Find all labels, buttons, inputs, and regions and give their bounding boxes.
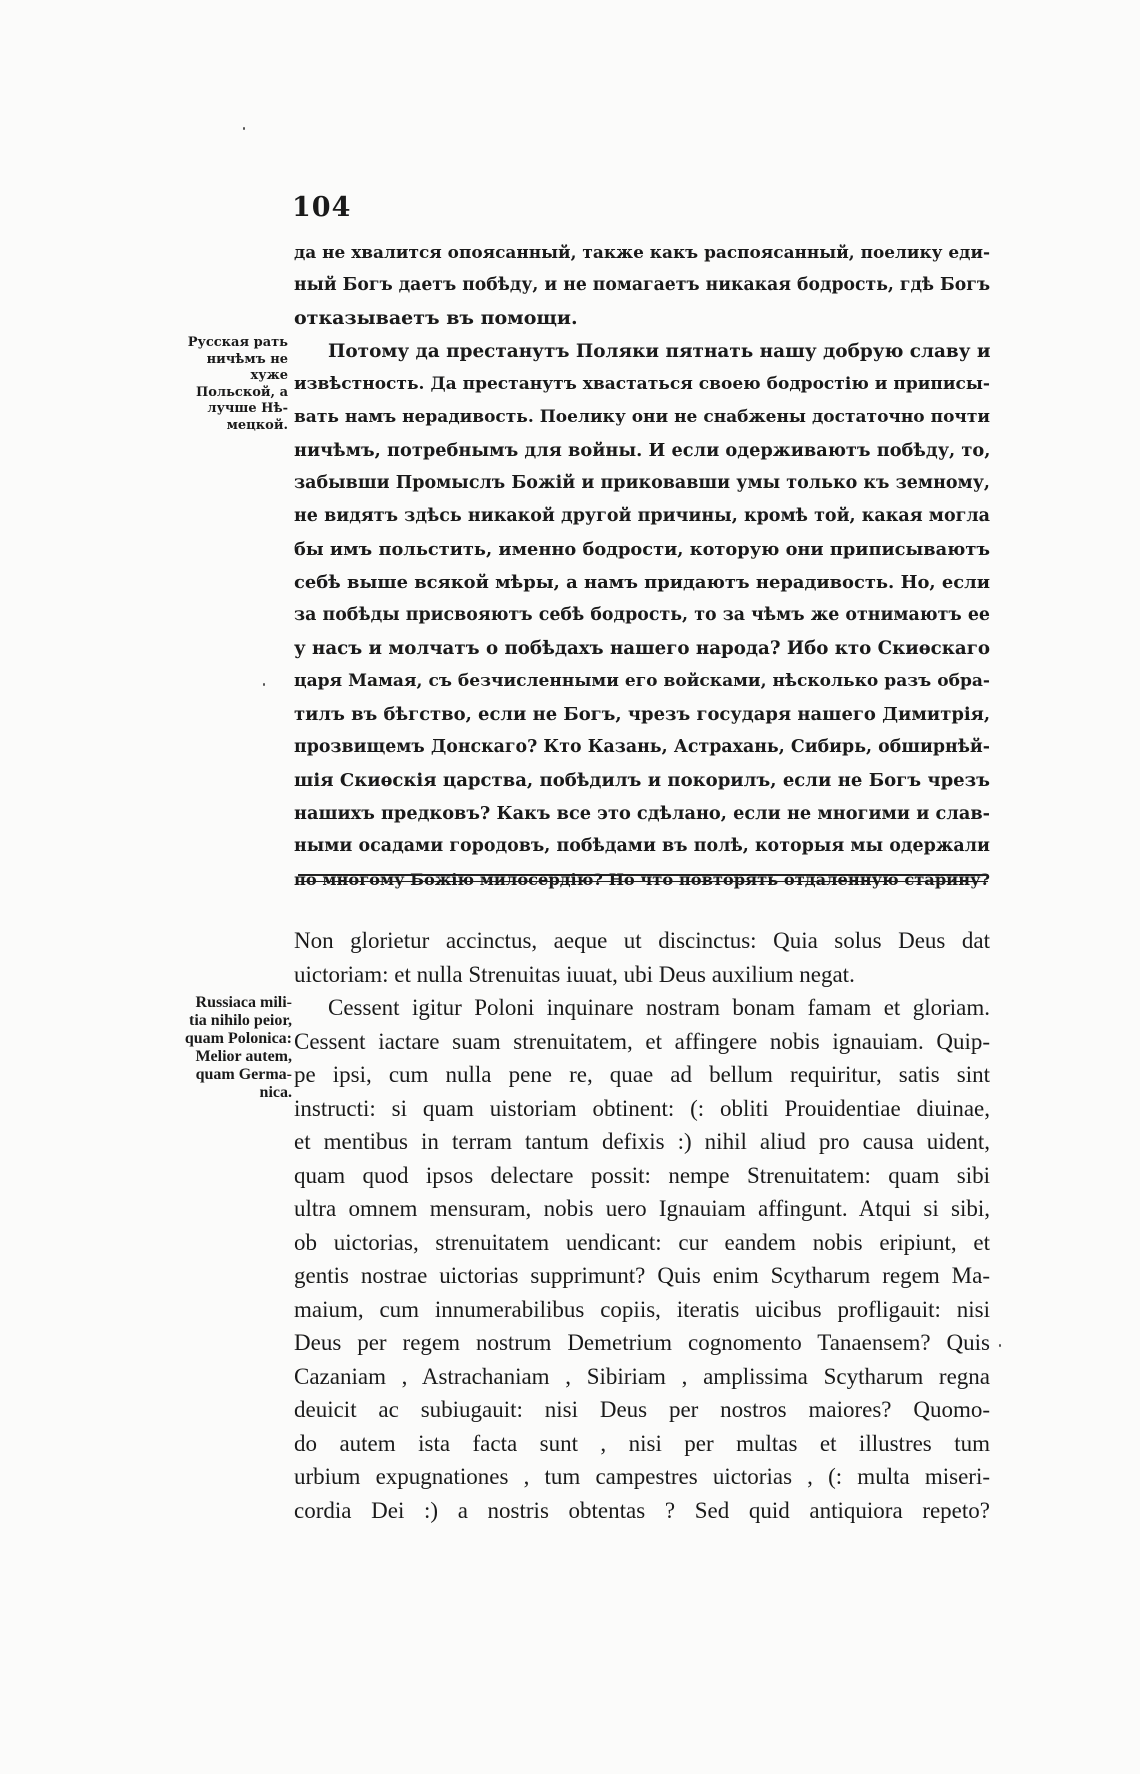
text-line: quam quod ipsos delectare possit: nempe Strenuitatem: quam sibi xyxy=(294,1162,990,1188)
margin-note-line: Русская рать xyxy=(187,335,288,350)
text-line: нашихъ предковъ? Какъ все это сдѣлано, если не многими и слав- xyxy=(294,803,990,824)
text-line: et mentibus in terram tantum defixis :) nihil aliud pro causa uident, xyxy=(294,1129,990,1154)
margin-note-line: nica. xyxy=(259,1084,292,1101)
text-line: да не хвалится опоясанный, также какъ распоясанный, поелику еди- xyxy=(294,242,990,262)
text-line: царя Мамая, съ безчисленными его войсками, нѣсколько разъ обра- xyxy=(294,671,990,691)
text-line: по многому Божію милосердію? Но что повторять отдаленную старину? xyxy=(294,870,990,889)
text-line: ultra omnem mensuram, nobis uero Ignauiam affingunt. Atqui si sibi, xyxy=(294,1196,990,1221)
text-line: себѣ выше всякой мѣры, а намъ придаютъ нерадивость. Но, если xyxy=(294,572,990,593)
text-line: ob uictorias, strenuitatem uendicant: cur eandem nobis eripiunt, et xyxy=(294,1229,990,1255)
text-line: do autem ista facta sunt , nisi per multas et illustres tum xyxy=(294,1430,990,1456)
text-line: gentis nostrae uictorias supprimunt? Quis enim Scytharum regem Ma- xyxy=(294,1263,990,1288)
margin-note-line: лучше Нѣ- xyxy=(207,401,288,416)
text-line: забывши Промыслъ Божій и приковавши умы только къ земному, xyxy=(294,473,990,493)
latin-margin-note xyxy=(160,994,292,1102)
print-speck xyxy=(999,1344,1001,1347)
text-line: ничѣмъ, потребнымъ для войны. И если одерживаютъ побѣду, то, xyxy=(294,440,991,461)
page-number: 104 xyxy=(292,192,352,223)
russian-text xyxy=(294,236,990,896)
text-line: uictoriam: et nulla Strenuitas iuuat, ubi Deus auxilium negat. xyxy=(294,961,855,987)
section-divider-thin xyxy=(298,881,988,882)
text-line: у насъ и молчатъ о побѣдахъ нашего народа? Ибо кто Скиѳскаго xyxy=(294,638,990,659)
section-divider xyxy=(298,874,988,876)
text-line: не видятъ здѣсь никакой другой причины, кромѣ той, какая могла xyxy=(294,506,990,526)
margin-note-line: quam Polonica: xyxy=(184,1030,292,1047)
text-line: pe ipsi, cum nulla pene re, quae ad bellum requiritur, satis sint xyxy=(294,1062,990,1087)
margin-note-line: Польской, а xyxy=(195,384,288,400)
text-line: за побѣды присвояютъ себѣ бодрость, то за чѣмъ же отнимаютъ ее xyxy=(294,605,990,625)
margin-note-line: ничѣмъ не хуже xyxy=(206,351,288,383)
text-line: ными осадами городовъ, побѣдами въ полѣ, которыя мы одержали xyxy=(294,836,990,856)
text-line: Deus per regem nostrum Demetrium cognomento Tanaensem? Quis xyxy=(294,1330,990,1355)
margin-note-line: quam Germa- xyxy=(195,1066,292,1083)
text-line: прозвищемъ Донскаго? Кто Казань, Астрахань, Сибирь, обширнѣй- xyxy=(294,737,990,757)
text-line: maium, cum innumerabilibus copiis, iteratis uicibus profligauit: nisi xyxy=(294,1296,990,1322)
latin-text xyxy=(294,924,990,1527)
text-line: ный Богъ даетъ побѣду, и не помагаетъ никакая бодрость, гдѣ Богъ xyxy=(294,275,991,295)
margin-note-line: Melior autem, xyxy=(195,1048,292,1065)
text-line: deuicit ac subiugauit: nisi Deus per nostros maiores? Quomo- xyxy=(294,1397,990,1422)
text-line: тилъ въ бѣгство, если не Богъ, чрезъ государя нашего Димитрія, xyxy=(294,704,991,725)
margin-note-line: Russiaca mili- xyxy=(195,994,292,1011)
text-line: Потому да престанутъ Поляки пятнать нашу добрую славу и xyxy=(328,341,991,362)
text-line: Cessent igitur Poloni inquinare nostram bonam famam et gloriam. xyxy=(328,995,990,1020)
text-line: Non glorietur accinctus, aeque ut discinctus: Quia solus Deus dat xyxy=(294,928,990,953)
print-speck xyxy=(243,127,245,130)
print-speck xyxy=(263,683,265,686)
russian-margin-note xyxy=(168,335,288,434)
text-line: извѣстность. Да престанутъ хвастаться своею бодростію и приписы- xyxy=(294,374,990,394)
margin-note-line: tia nihilo peior, xyxy=(189,1012,292,1029)
text-line: Cazaniam , Astrachaniam , Sibiriam , amplissima Scytharum regna xyxy=(294,1363,990,1389)
text-line: бы имъ польстить, именно бодрости, которую они приписываютъ xyxy=(294,539,990,560)
text-line: вать намъ нерадивость. Поелику они не снабжены достаточно почти xyxy=(294,407,990,427)
margin-note-line: мецкой. xyxy=(226,417,288,433)
text-line: шія Скиѳскія царства, побѣдилъ и покорилъ, если не Богъ чрезъ xyxy=(294,770,990,791)
text-line: Cessent iactare suam strenuitatem, et affingere nobis ignauiam. Quip- xyxy=(294,1028,990,1054)
text-line: cordia Dei :) a nostris obtentas ? Sed quid antiquiora repeto? xyxy=(294,1497,990,1523)
text-line: instructi: si quam uistoriam obtinent: (: obliti Prouidentiae diuinae, xyxy=(294,1095,990,1121)
text-line: urbium expugnationes , tum campestres uictorias , (: multa miseri- xyxy=(294,1464,990,1489)
text-line: отказываетъ въ помощи. xyxy=(294,307,578,329)
